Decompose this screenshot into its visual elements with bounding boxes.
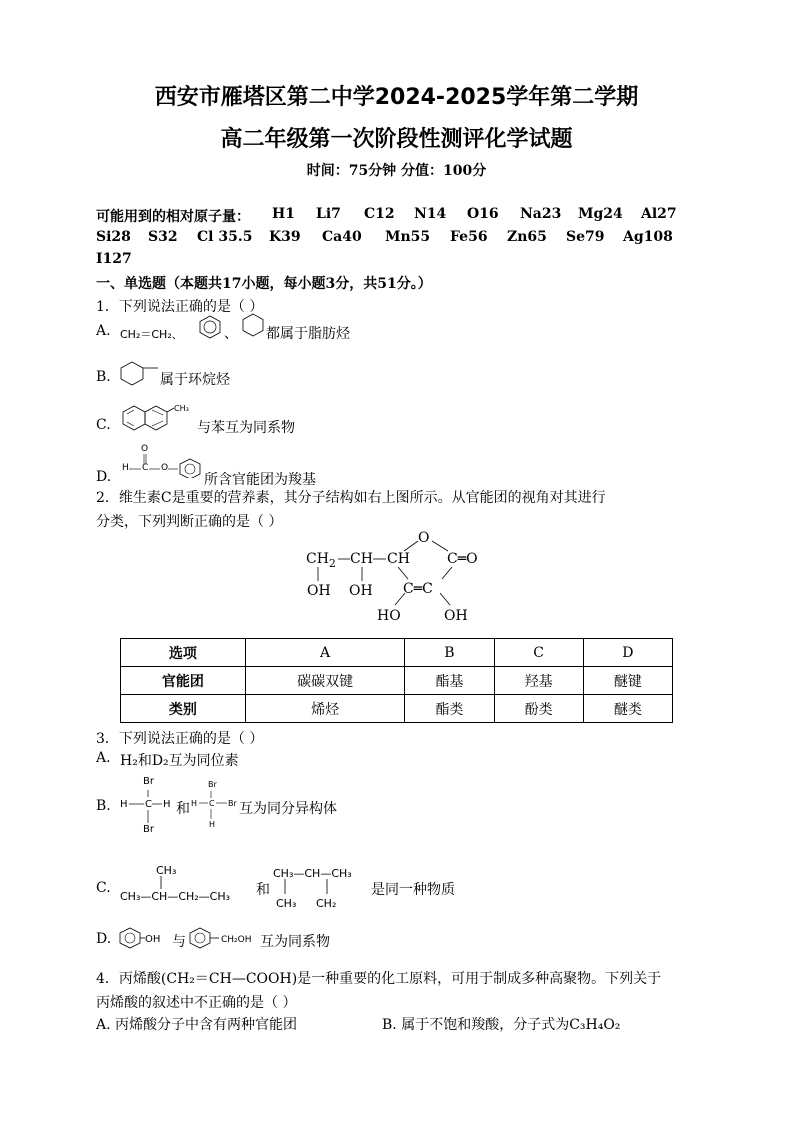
- q3-option-c-label: C.: [96, 880, 111, 896]
- mass-li: Li7: [316, 206, 341, 222]
- q4-option-b: B. 属于不饱和羧酸，分子式为C₃H₄O₂: [382, 1017, 621, 1033]
- q1-option-d-text: 所含官能团为羧基: [204, 472, 316, 488]
- mass-i: I127: [96, 251, 132, 267]
- phenol-ring-icon: [118, 926, 146, 950]
- q3-b-left-c: C: [145, 799, 152, 810]
- mass-cl: Cl 35.5: [197, 229, 253, 245]
- benzyl-ring-icon: [188, 926, 220, 950]
- q3-c-left-chain: CH₃—CH—CH₂—CH₃: [120, 890, 231, 903]
- mass-se: Se79: [566, 229, 605, 245]
- q3-stem: 3．下列说法正确的是（ ）: [96, 731, 264, 747]
- mass-zn: Zn65: [507, 229, 547, 245]
- q3-option-a-label: A.: [96, 750, 111, 766]
- vc-ch2-sub: 2: [328, 556, 336, 570]
- q3-b-right-c: C: [209, 799, 215, 808]
- table-cell: 酚类: [494, 695, 583, 723]
- mass-na: Na23: [520, 206, 562, 222]
- exam-title-line2: 高二年级第一次阶段性测评化学试题: [220, 127, 573, 152]
- mass-o: O16: [467, 206, 499, 222]
- exam-title-line1: 西安市雁塔区第二中学2024-2025学年第二学期: [154, 85, 639, 110]
- q1-d-ester-o: O: [161, 463, 169, 473]
- vc-oh2: OH: [349, 583, 373, 599]
- q3-option-d-label: D.: [96, 931, 112, 947]
- q1-option-d-label: D.: [96, 469, 112, 485]
- time-score-info: 时间：75分钟 分值：100分: [306, 163, 487, 179]
- q3-option-b-and: 和: [176, 801, 190, 817]
- vc-double-bond: C═C: [403, 581, 433, 597]
- table-row: [121, 667, 673, 695]
- q1-option-c-label: C.: [96, 417, 111, 433]
- vc-ch2: [306, 551, 336, 570]
- mass-mn: Mn55: [385, 229, 431, 245]
- table-header-cell: B: [405, 639, 494, 667]
- mass-fe: Fe56: [450, 229, 488, 245]
- phenyl-formate-icon: [128, 452, 206, 478]
- mass-h: H1: [272, 206, 295, 222]
- vc-oh1: OH: [307, 583, 331, 599]
- table-cell: 羟基: [494, 667, 583, 695]
- q1-option-b-text: 属于环烷烃: [160, 372, 230, 388]
- benzene-ring-icon: [197, 314, 223, 340]
- q1-d-carbonyl-o: O: [141, 444, 149, 454]
- q2-stem-line1: 2．维生素C是重要的营养素，其分子结构如右上图所示。从官能团的视角对其进行: [96, 490, 606, 506]
- table-cell: 酯基: [405, 667, 494, 695]
- table-cell: 烯烃: [245, 695, 404, 723]
- q3-option-c-and: 和: [256, 882, 270, 898]
- q3-c-left-bond: [158, 876, 164, 890]
- q1-c-methyl: CH₃: [174, 404, 189, 413]
- q2-options-table: [120, 638, 673, 723]
- mass-c: C12: [364, 206, 395, 222]
- vc-carbonyl: C═O: [447, 551, 478, 567]
- q3-c-right-branch2: CH₂: [316, 897, 337, 910]
- table-header-cell: C: [494, 639, 583, 667]
- q3-b-left-right: H: [163, 799, 171, 810]
- q1-option-a-sep: 、: [224, 326, 238, 342]
- q1-d-c: C: [142, 463, 149, 473]
- q3-b-left-h: H: [120, 799, 128, 810]
- q1-d-h: H: [122, 463, 129, 473]
- table-cell: 酯类: [405, 695, 494, 723]
- q3-option-a-text: H₂和D₂互为同位素: [120, 753, 239, 769]
- q3-option-d-text: 互为同系物: [260, 934, 330, 950]
- section-heading: 一、单选题（本题共17小题，每小题3分，共51分。）: [96, 276, 432, 292]
- q3-b-right-top: Br: [208, 780, 217, 789]
- mass-al: Al27: [641, 206, 677, 222]
- q2-stem-line2: 分类，下列判断正确的是（ ）: [96, 514, 283, 530]
- table-cell: 类别: [121, 695, 246, 723]
- vc-oh4: OH: [444, 608, 468, 624]
- q1-option-b-label: B.: [96, 369, 111, 385]
- q4-stem-line2: 丙烯酸的叙述中不正确的是（ ）: [96, 995, 297, 1011]
- table-cell: 醚键: [583, 667, 672, 695]
- q3-b-right-bottom: H: [209, 820, 216, 829]
- q3-b-right-br: Br: [228, 799, 237, 808]
- vc-ho3: HO: [377, 608, 401, 624]
- q3-b-left-bottom: Br: [143, 824, 154, 835]
- dibromomethane-bonds-2: [196, 788, 232, 822]
- table-cell: 碳碳双键: [245, 667, 404, 695]
- vc-ch: CH: [350, 551, 373, 567]
- q3-option-b-text: 互为同分异构体: [239, 801, 337, 817]
- mass-n: N14: [414, 206, 447, 222]
- q3-option-b-label: B.: [96, 798, 111, 814]
- q3-option-c-text: 是同一种物质: [371, 882, 455, 898]
- table-header-cell: D: [583, 639, 672, 667]
- q3-d-oh: OH: [145, 934, 161, 945]
- q1-option-c-text: 与苯互为同系物: [197, 420, 295, 436]
- q3-c-right-chain: CH₃—CH—CH₃: [273, 867, 352, 880]
- q3-c-left-branch: CH₃: [156, 864, 177, 877]
- q3-option-d-and: 与: [172, 934, 186, 950]
- dibromomethane-bonds: [126, 788, 168, 826]
- q1-option-a-label: A.: [96, 323, 111, 339]
- q1-stem: 1．下列说法正确的是（ ）: [96, 299, 264, 315]
- q3-c-right-branch1: CH₃: [276, 897, 297, 910]
- vc-ch2-text: CH: [306, 551, 329, 567]
- q3-c-right-bonds: [276, 878, 336, 896]
- mass-s: S32: [148, 229, 178, 245]
- atomic-masses-label: 可能用到的相对原子量：: [96, 209, 250, 225]
- q1-option-a-formula: CH₂＝CH₂、: [120, 328, 183, 341]
- mass-mg: Mg24: [578, 206, 623, 222]
- q4-option-a: A. 丙烯酸分子中含有两种官能团: [96, 1017, 298, 1033]
- table-row: [121, 639, 673, 667]
- mass-ag: Ag108: [623, 229, 673, 245]
- mass-si: Si28: [96, 229, 131, 245]
- q1-option-a-text: 都属于脂肪烃: [266, 326, 350, 342]
- table-cell: 醚类: [583, 695, 672, 723]
- table-header-cell: A: [245, 639, 404, 667]
- mass-k: K39: [269, 229, 301, 245]
- q4-stem-line1: 4．丙烯酸(CH₂＝CH—COOH)是一种重要的化工原料，可用于制成多种高聚物。下列关于: [96, 971, 662, 987]
- vc-ring-oxygen: O: [418, 530, 430, 546]
- mass-ca: Ca40: [322, 229, 362, 245]
- q3-b-right-h: H: [191, 799, 198, 808]
- table-row: [121, 695, 673, 723]
- table-cell: 官能团: [121, 667, 246, 695]
- q3-b-left-top: Br: [143, 776, 154, 787]
- table-header-cell: 选项: [121, 639, 246, 667]
- cyclohexane-ring-icon: [240, 312, 266, 338]
- vc-ch-ring: CH: [387, 551, 410, 567]
- cyclohexyl-chain-icon: [118, 359, 162, 387]
- q3-d-ch2oh: CH₂OH: [221, 935, 252, 945]
